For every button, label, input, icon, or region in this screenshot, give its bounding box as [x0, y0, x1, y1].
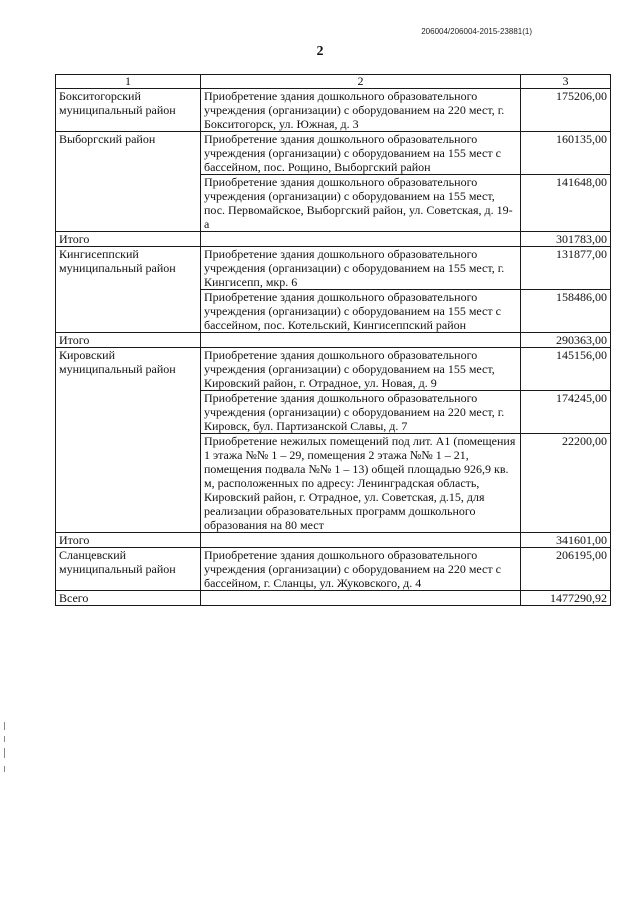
- empty-cell: [201, 591, 521, 606]
- description-cell: Приобретение здания дошкольного образовательного учреждения (организации) с оборудованием на 155 мест с бассейном, пос. Рощино, Выборгский район: [201, 132, 521, 175]
- total-amount: 341601,00: [521, 533, 611, 548]
- amount-cell: 131877,00: [521, 247, 611, 290]
- table-row: [56, 247, 611, 290]
- amount-cell: 206195,00: [521, 548, 611, 591]
- funding-table: [55, 74, 611, 606]
- total-row: [56, 232, 611, 247]
- amount-cell: 160135,00: [521, 132, 611, 175]
- description-cell: Приобретение здания дошкольного образовательного учреждения (организации) с оборудованием на 155 мест, Кировский район, г. Отрадное, ул. Новая, д. 9: [201, 348, 521, 391]
- description-cell: Приобретение здания дошкольного образовательного учреждения (организации) с оборудованием на 155 мест, г. Кингисепп, мкр. 6: [201, 247, 521, 290]
- table-row: [56, 132, 611, 175]
- description-cell: Приобретение нежилых помещений под лит. А1 (помещения 1 этажа №№ 1 – 29, помещения 2 этажа №№ 1 – 21, помещения подвала №№ 1 – 13) общей площадью 926,9 кв. м, расположенных по адресу: Ленинградская область, Кировский район, г. Отрадное, ул. Советская, д.15, для реализации образовательных программ дошкольного образования на 80 мест: [201, 434, 521, 533]
- total-amount: 290363,00: [521, 333, 611, 348]
- amount-cell: 158486,00: [521, 290, 611, 333]
- table-row: [56, 89, 611, 132]
- table-header-row: [56, 75, 611, 89]
- total-row: [56, 591, 611, 606]
- total-amount: 1477290,92: [521, 591, 611, 606]
- region-cell: Кингисеппский муниципальный район: [56, 247, 201, 333]
- total-label: Итого: [56, 232, 201, 247]
- total-amount: 301783,00: [521, 232, 611, 247]
- document-id: 206004/206004-2015-23881(1): [421, 27, 532, 36]
- total-row: [56, 533, 611, 548]
- amount-cell: 175206,00: [521, 89, 611, 132]
- amount-cell: 145156,00: [521, 348, 611, 391]
- table-row: [56, 548, 611, 591]
- empty-cell: [201, 232, 521, 247]
- page-number: 2: [316, 44, 324, 59]
- scan-margin-marks: [2, 722, 8, 782]
- description-cell: Приобретение здания дошкольного образовательного учреждения (организации) с оборудованием на 155 мест, пос. Первомайское, Выборгский район, ул. Советская, д. 19-а: [201, 175, 521, 232]
- table-row: [56, 348, 611, 391]
- amount-cell: 141648,00: [521, 175, 611, 232]
- region-cell: Выборгский район: [56, 132, 201, 232]
- total-label: Итого: [56, 533, 201, 548]
- region-cell: Кировский муниципальный район: [56, 348, 201, 533]
- total-label: Итого: [56, 333, 201, 348]
- description-cell: Приобретение здания дошкольного образовательного учреждения (организации) с оборудованием на 220 мест, г. Бокситогорск, ул. Южная, д. 3: [201, 89, 521, 132]
- amount-cell: 22200,00: [521, 434, 611, 533]
- column-header: 1: [56, 75, 201, 89]
- amount-cell: 174245,00: [521, 391, 611, 434]
- region-cell: Бокситогорский муниципальный район: [56, 89, 201, 132]
- description-cell: Приобретение здания дошкольного образовательного учреждения (организации) с оборудованием на 155 мест с бассейном, пос. Котельский, Кингисеппский район: [201, 290, 521, 333]
- description-cell: Приобретение здания дошкольного образовательного учреждения (организации) с оборудованием на 220 мест, г. Кировск, бул. Партизанской Славы, д. 7: [201, 391, 521, 434]
- total-label: Всего: [56, 591, 201, 606]
- column-header: 2: [201, 75, 521, 89]
- total-row: [56, 333, 611, 348]
- column-header: 3: [521, 75, 611, 89]
- description-cell: Приобретение здания дошкольного образовательного учреждения (организации) с оборудованием на 220 мест с бассейном, г. Сланцы, ул. Жуковского, д. 4: [201, 548, 521, 591]
- empty-cell: [201, 333, 521, 348]
- region-cell: Сланцевский муниципальный район: [56, 548, 201, 591]
- empty-cell: [201, 533, 521, 548]
